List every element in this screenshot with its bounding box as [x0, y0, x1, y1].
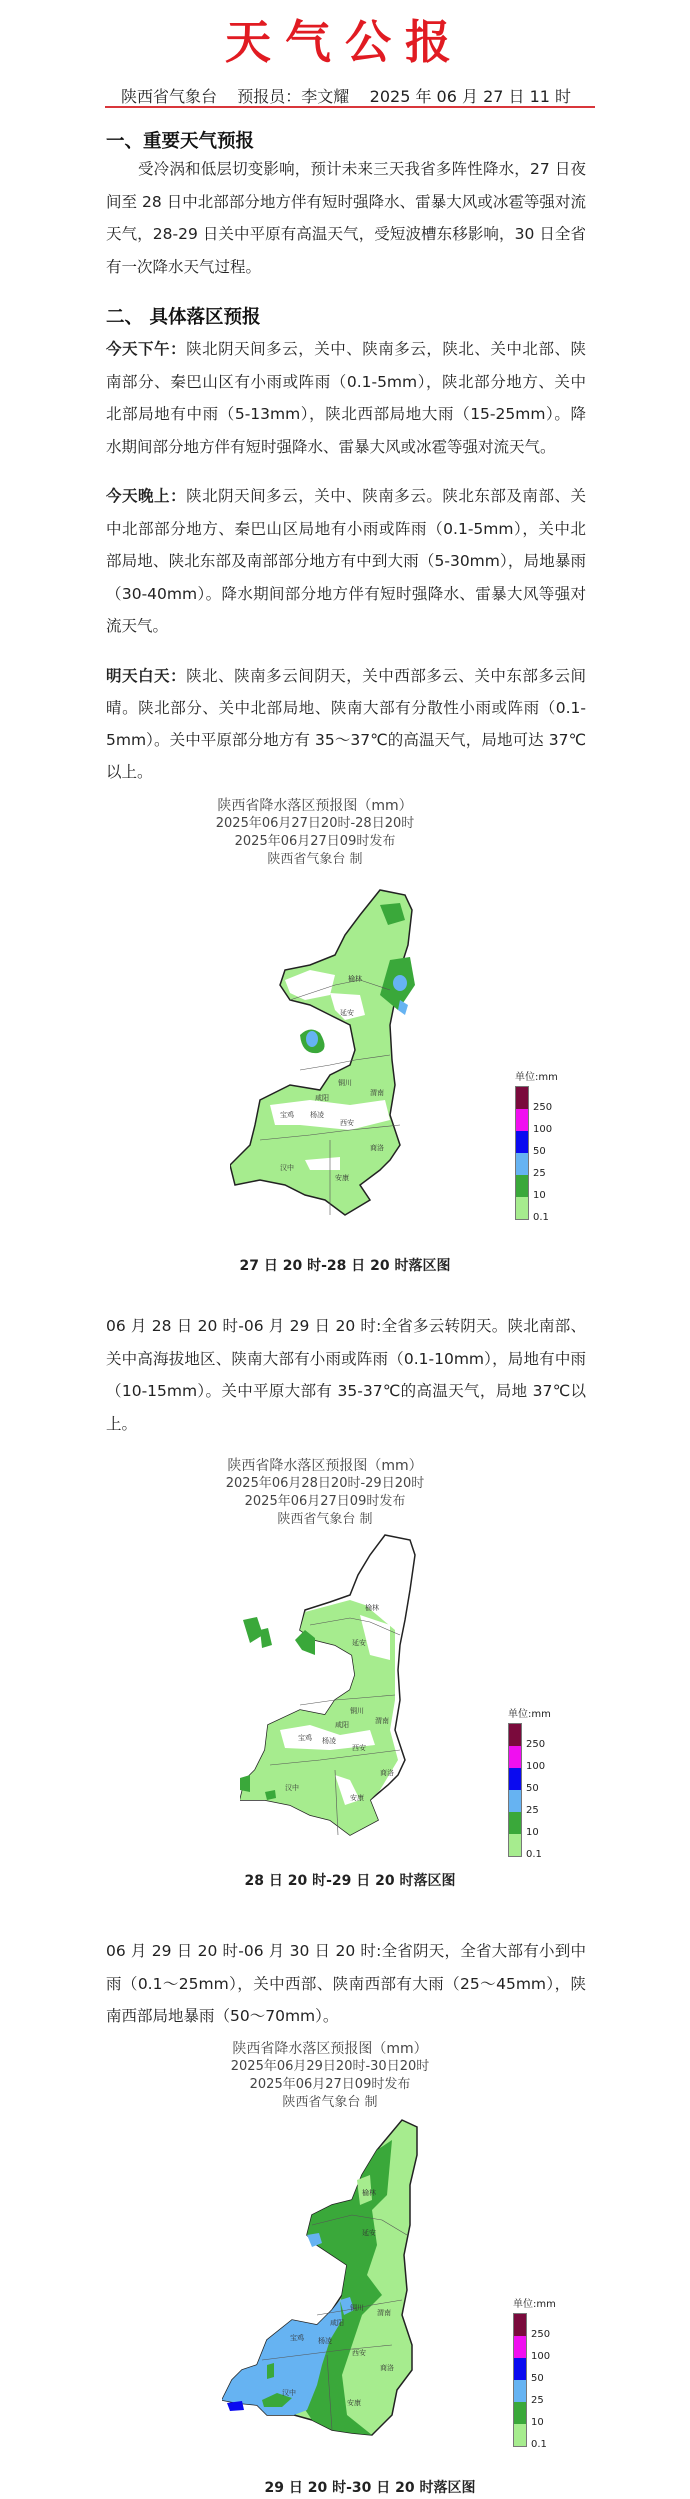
legend-tick: 10 — [531, 2417, 544, 2428]
legend-tick: 250 — [526, 1739, 546, 1750]
legend-swatch-50-100 — [514, 2358, 526, 2380]
legend-unit: 单位:mm — [515, 1072, 558, 1083]
legend-tick: 25 — [531, 2395, 544, 2406]
map2-issued: 2025年06月27日09时发布 — [244, 1494, 406, 1509]
map1-legend — [515, 1068, 575, 1223]
city-label: 汉中 — [282, 2389, 296, 2397]
map3-legend — [513, 2295, 573, 2450]
map3-header — [190, 2040, 470, 2112]
legend-swatch-100-250 — [509, 1746, 521, 1768]
forecast-day3-text: 06 月 29 日 20 时-06 月 30 日 20 时:全省阴天，全省大部有小到中雨（0.1～25mm），关中西部、陕南西部有大雨（25～45mm），陕南西部局地暴雨（50～70mm）。 — [106, 1942, 586, 2025]
city-label: 铜川 — [350, 2304, 364, 2312]
city-label: 杨凌 — [318, 2337, 332, 2345]
legend-tick: 250 — [531, 2329, 551, 2340]
byline-datetime: 2025 年 06 月 27 日 11 时 — [369, 87, 572, 106]
forecast-lead: 今天晚上： — [106, 487, 187, 505]
byline-agency: 陕西省气象台 — [120, 87, 217, 106]
legend-swatch-25-50 — [509, 1790, 521, 1812]
map3-issued: 2025年06月27日09时发布 — [249, 2077, 411, 2092]
forecast-lead: 今天下午： — [106, 340, 187, 358]
map2-legend — [508, 1705, 568, 1860]
city-label: 咸阳 — [330, 2319, 344, 2327]
legend-unit: 单位:mm — [513, 2299, 556, 2310]
map2-header — [190, 1457, 460, 1529]
city-label: 汉中 — [280, 1164, 294, 1172]
legend-swatch-25-50 — [516, 1153, 528, 1175]
important-forecast-text: 受冷涡和低层切变影响，预计未来三天我省多阵性降水，27 日夜间至 28 日中北部部分地方伴有短时强降水、雷暴大风或冰雹等强对流天气，28-29 日关中平原有高温天气，受短波槽东移影响，30 日全省有一次降水天气过程。 — [106, 160, 586, 276]
map3-valid-period: 2025年06月29日20时-30日20时 — [230, 2059, 430, 2074]
city-label: 汉中 — [285, 1784, 299, 1792]
city-label: 榆林 — [365, 1604, 379, 1612]
legend-tick: 0.1 — [533, 1212, 549, 1223]
city-label: 延安 — [362, 2229, 376, 2237]
legend-swatch-0.1-10 — [514, 2424, 526, 2446]
forecast-day2-text: 06 月 28 日 20 时-06 月 29 日 20 时:全省多云转阴天。陕北南部、关中高海拔地区、陕南大部有小雨或阵雨（0.1-10mm），局地有中雨（10-15mm）。关中平原大部有 35-37℃的高温天气，局地 37℃以上。 — [106, 1317, 586, 1433]
section-heading-important: 一、重要天气预报 — [106, 131, 255, 152]
city-label: 西安 — [352, 2349, 366, 2357]
legend-tick: 100 — [533, 1124, 553, 1135]
legend-tick: 50 — [531, 2373, 544, 2384]
masthead-title: 天气公报 — [225, 15, 465, 69]
city-label: 渭南 — [377, 2309, 391, 2317]
legend-swatch-50-100 — [509, 1768, 521, 1790]
legend-swatch-10-25 — [514, 2402, 526, 2424]
city-label: 安康 — [347, 2399, 361, 2407]
legend-tick: 0.1 — [531, 2439, 547, 2450]
forecast-tomorrow-daytime — [106, 660, 586, 788]
city-label: 榆林 — [362, 2189, 376, 2197]
legend-unit: 单位:mm — [508, 1709, 551, 1720]
legend-swatch-10-25 — [509, 1812, 521, 1834]
city-label: 安康 — [350, 1794, 364, 1802]
city-label: 延安 — [340, 1009, 354, 1017]
map2-title: 陕西省降水落区预报图（mm） — [227, 1458, 423, 1474]
city-label: 咸阳 — [335, 1721, 349, 1729]
map3-precipitation-map — [222, 2115, 462, 2455]
city-label: 宝鸡 — [280, 1111, 294, 1119]
map3-caption: 29 日 20 时-30 日 20 时落区图 — [264, 2480, 476, 2496]
legend-swatch-25-50 — [514, 2380, 526, 2402]
city-label: 渭南 — [375, 1717, 389, 1725]
legend-tick: 50 — [526, 1783, 539, 1794]
legend-tick: 25 — [526, 1805, 539, 1816]
map1-precipitation-map — [230, 885, 470, 1225]
legend-swatch-250plus — [514, 2314, 526, 2336]
header-divider — [105, 106, 595, 108]
legend-tick: 10 — [526, 1827, 539, 1838]
city-label: 杨凌 — [310, 1111, 324, 1119]
city-label: 商洛 — [380, 1769, 394, 1777]
forecast-lead: 明天白天： — [106, 667, 187, 685]
map3-producer: 陕西省气象台 制 — [282, 2095, 378, 2110]
city-label: 咸阳 — [315, 1094, 329, 1102]
legend-swatch-250plus — [516, 1087, 528, 1109]
city-label: 渭南 — [370, 1089, 384, 1097]
city-label: 铜川 — [350, 1707, 364, 1715]
legend-tick: 100 — [531, 2351, 551, 2362]
legend-swatch-100-250 — [516, 1109, 528, 1131]
forecast-text: 陕北阴天间多云，关中、陕南多云。陕北东部及南部、关中北部部分地方、秦巴山区局地有小雨或阵雨（0.1-5mm），关中北部局地、陕北东部及南部部分地方有中到大雨（5-30mm），局地暴雨（30-40mm）。降水期间部分地方伴有短时强降水、雷暴大风等强对流天气。 — [106, 487, 586, 635]
city-label: 宝鸡 — [298, 1734, 312, 1742]
city-label: 铜川 — [338, 1079, 352, 1087]
legend-tick: 25 — [533, 1168, 546, 1179]
legend-swatch-100-250 — [514, 2336, 526, 2358]
map1-title: 陕西省降水落区预报图（mm） — [217, 798, 413, 814]
map3-title: 陕西省降水落区预报图（mm） — [232, 2041, 428, 2057]
legend-swatch-0.1-10 — [509, 1834, 521, 1856]
map2-producer: 陕西省气象台 制 — [277, 1512, 373, 1527]
city-label: 西安 — [340, 1119, 354, 1127]
legend-tick: 0.1 — [526, 1849, 542, 1860]
map2-valid-period: 2025年06月28日20时-29日20时 — [225, 1476, 425, 1491]
forecast-text: 陕北、陕南多云间阴天，关中西部多云、关中东部多云间晴。陕北部分、关中北部局地、陕南大部有分散性小雨或阵雨（0.1-5mm）。关中平原部分地方有 35～37℃的高温天气，局地可达 37℃以上。 — [106, 667, 586, 781]
map1-issued: 2025年06月27日09时发布 — [234, 834, 396, 849]
map1-caption: 27 日 20 时-28 日 20 时落区图 — [239, 1258, 451, 1274]
map1-valid-period: 2025年06月27日20时-28日20时 — [215, 816, 415, 831]
legend-swatch-50-100 — [516, 1131, 528, 1153]
legend-swatch-0.1-10 — [516, 1197, 528, 1219]
byline — [96, 84, 596, 107]
forecast-tonight — [106, 480, 586, 643]
city-label: 榆林 — [348, 975, 362, 983]
city-label: 杨凌 — [322, 1737, 336, 1745]
map1-header — [180, 797, 450, 869]
city-label: 宝鸡 — [290, 2334, 304, 2342]
city-label: 商洛 — [370, 1144, 384, 1152]
city-label: 安康 — [335, 1174, 349, 1182]
legend-tick: 100 — [526, 1761, 546, 1772]
city-label: 西安 — [352, 1744, 366, 1752]
map2-caption: 28 日 20 时-29 日 20 时落区图 — [244, 1873, 456, 1889]
legend-swatch-10-25 — [516, 1175, 528, 1197]
byline-forecaster: 预报员：李文耀 — [237, 87, 350, 106]
legend-tick: 50 — [533, 1146, 546, 1157]
map2-precipitation-map — [240, 1530, 470, 1860]
legend-tick: 10 — [533, 1190, 546, 1201]
city-label: 商洛 — [380, 2364, 394, 2372]
forecast-text: 陕北阴天间多云，关中、陕南多云，陕北、关中北部、陕南部分、秦巴山区有小雨或阵雨（0.1-5mm），陕北部分地方、关中北部局地有中雨（5-13mm），陕北西部局地大雨（15-25mm）。降水期间部分地方伴有短时强降水、雷暴大风或冰雹等强对流天气。 — [106, 340, 586, 456]
map1-producer: 陕西省气象台 制 — [267, 852, 363, 867]
city-label: 延安 — [352, 1639, 366, 1647]
legend-swatch-250plus — [509, 1724, 521, 1746]
forecast-this-afternoon — [106, 333, 586, 463]
legend-tick: 250 — [533, 1102, 553, 1113]
section-heading-detailed: 二、 具体落区预报 — [106, 307, 261, 328]
